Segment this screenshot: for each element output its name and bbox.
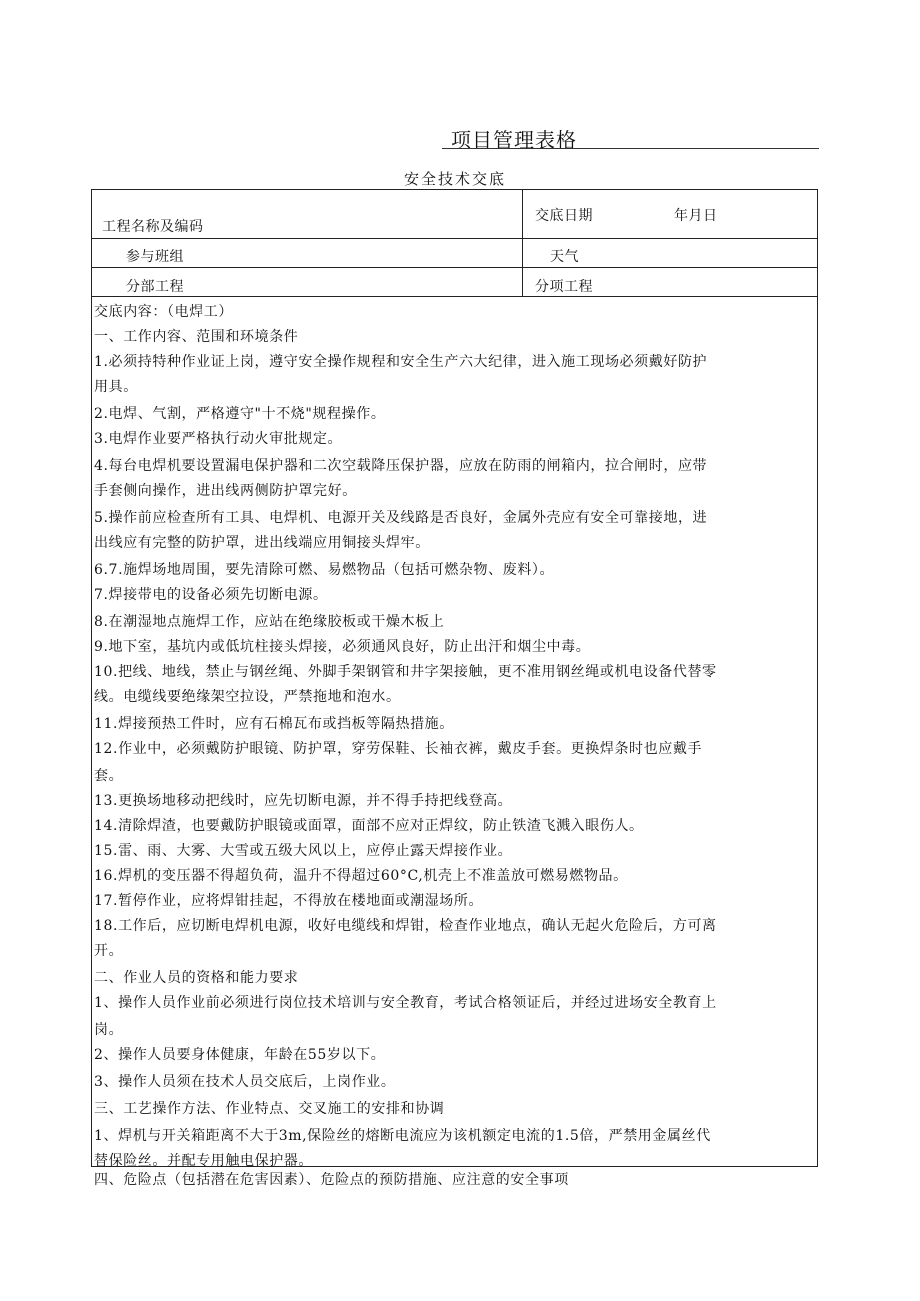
content-line: 用具。 <box>94 379 138 395</box>
content-line: 3、操作人员须在技术人员交底后，上岗作业。 <box>94 1074 396 1090</box>
header-rule <box>442 148 819 149</box>
briefing-date-label: 交底日期 <box>535 208 593 224</box>
content-line: 替保险丝。并配专用触电保护器。 <box>94 1153 313 1169</box>
content-line: 出线应有完整的防护罩，进出线端应用铜接头焊牢。 <box>94 535 430 551</box>
content-line: 10.把线、地线，禁止与钢丝绳、外脚手架钢管和井字架接触，更不准用钢丝绳或机电设备代替零 <box>94 664 717 680</box>
briefing-content <box>94 300 814 1174</box>
content-line: 3.电焊作业要严格执行动火审批规定。 <box>94 431 343 447</box>
content-line: 9.地下室，基坑内或低坑柱接头焊接，必须通风良好，防止出汗和烟尘中毒。 <box>94 639 591 655</box>
content-line: 11.焊接预热工件时，应有石棉瓦布或挡板等隔热措施。 <box>94 716 454 732</box>
column-divider <box>522 190 523 296</box>
content-line: 1.必须持特种作业证上岗，遵守安全操作规程和安全生产六大纪律，进入施工现场必须戴好防护 <box>94 354 708 370</box>
content-line: 1、操作人员作业前必须进行岗位技术培训与安全教育，考试合格领证后，并经过进场安全教育上 <box>94 995 717 1011</box>
content-line: 7.焊接带电的设备必须先切断电源。 <box>94 587 328 603</box>
row-divider <box>92 238 817 239</box>
content-heading: 交底内容：（电焊工） <box>94 304 233 320</box>
content-line: 岗。 <box>94 1022 124 1038</box>
content-line: 18.工作后，应切断电焊机电源，收好电缆线和焊钳，检查作业地点，确认无起火危险后，方可离 <box>94 918 717 934</box>
content-line: 手套侧向操作，进出线两侧防护罩完好。 <box>94 483 357 499</box>
row-divider <box>92 267 817 268</box>
content-line: 6.7.施焊场地周围，要先清除可燃、易燃物品（包括可燃杂物、废料）。 <box>94 562 555 578</box>
team-label: 参与班组 <box>126 249 184 265</box>
content-line: 一、工作内容、范围和环境条件 <box>94 329 299 345</box>
header-title: 项目管理表格 <box>451 128 577 152</box>
content-line: 线。电缆线要绝缘架空拉设，严禁拖地和泡水。 <box>94 689 401 705</box>
content-line: 5.操作前应检查所有工具、电焊机、电源开关及线路是否良好，金属外壳应有安全可靠接地，进 <box>94 510 708 526</box>
content-line: 二、作业人员的资格和能力要求 <box>94 970 299 986</box>
content-line: 8.在潮湿地点施焊工作，应站在绝缘胶板或干燥木板上 <box>94 614 445 630</box>
content-line: 三、工艺操作方法、作业特点、交叉施工的安排和协调 <box>94 1101 445 1117</box>
content-line: 套。 <box>94 768 124 784</box>
content-line: 2、操作人员要身体健康，年龄在55岁以下。 <box>94 1047 386 1063</box>
content-line: 16.焊机的变压器不得超负荷，温升不得超过60°C,机壳上不准盖放可燃易燃物品。 <box>94 868 628 884</box>
content-line: 4.每台电焊机要设置漏电保护器和二次空载降压保护器，应放在防雨的闸箱内，拉合闸时，应带 <box>94 458 708 474</box>
row-divider <box>92 296 817 297</box>
hazard-section-heading: 四、危险点（包括潜在危害因素）、危险点的预防措施、应注意的安全事项 <box>94 1172 569 1188</box>
briefing-date-value: 年月日 <box>674 208 718 224</box>
division-project-label: 分部工程 <box>126 279 184 295</box>
content-line: 12.作业中，必须戴防护眼镜、防护罩，穿劳保鞋、长袖衣裤，戴皮手套。更换焊条时也应戴手 <box>94 741 703 757</box>
content-line: 13.更换场地移动把线时，应先切断电源，并不得手持把线登高。 <box>94 793 513 809</box>
content-line: 15.雷、雨、大雾、大雪或五级大风以上，应停止露天焊接作业。 <box>94 843 513 859</box>
content-line: 2.电焊、气割，严格遵守"十不烧"规程操作。 <box>94 406 386 422</box>
content-line: 17.暂停作业，应将焊钳挂起，不得放在楼地面或潮湿场所。 <box>94 893 484 909</box>
weather-label: 天气 <box>550 249 579 265</box>
content-lines <box>94 325 814 1174</box>
content-line: 1、焊机与开关箱距离不大于3m,保险丝的熔断电流应为该机额定电流的1.5倍，严禁用金属丝代 <box>94 1128 711 1144</box>
document-title: 安全技术交底 <box>404 170 507 188</box>
subitem-project-label: 分项工程 <box>535 279 593 295</box>
project-name-label: 工程名称及编码 <box>102 219 204 235</box>
content-line: 14.清除焊渣，也要戴防护眼镜或面罩，面部不应对正焊纹，防止铁渣飞溅入眼伤人。 <box>94 818 644 834</box>
safety-briefing-table <box>91 189 818 1167</box>
content-line: 开。 <box>94 943 124 959</box>
